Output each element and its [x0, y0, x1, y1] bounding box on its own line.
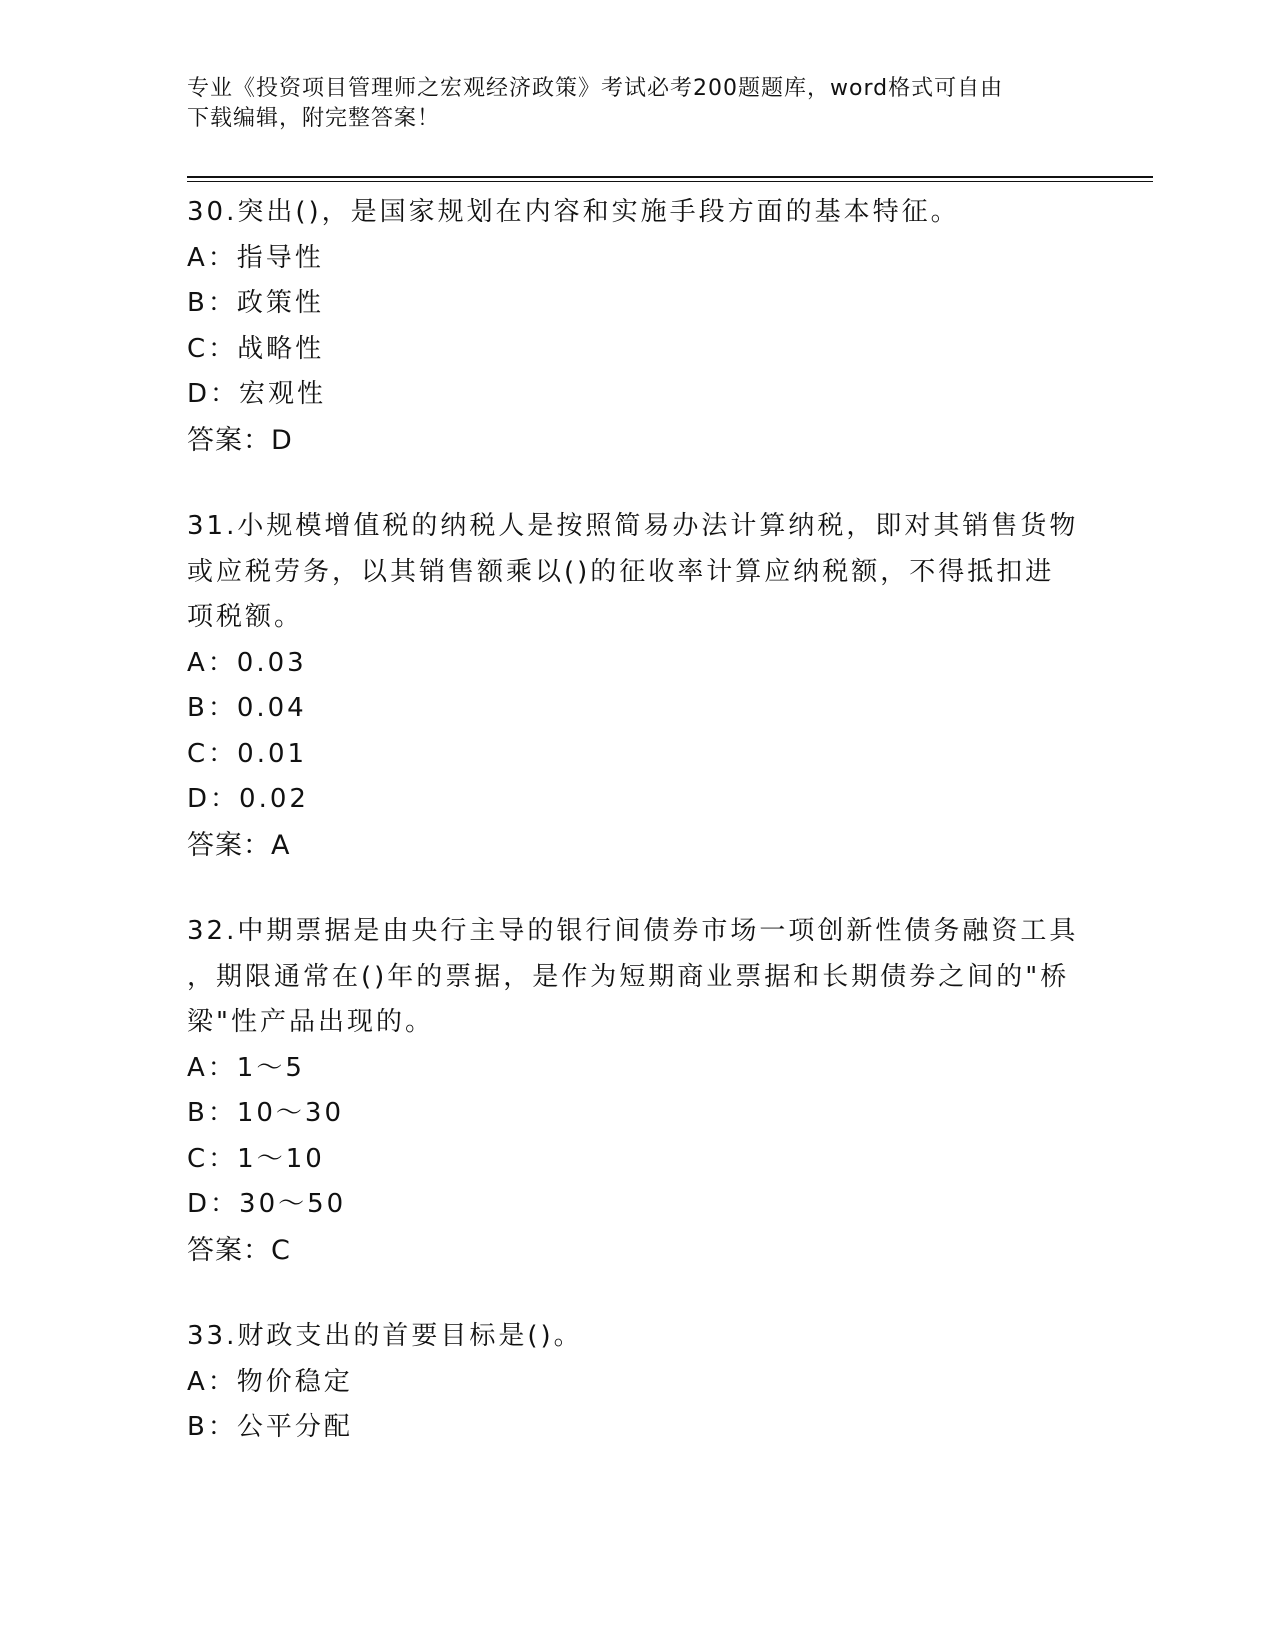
- option-a: A：指导性: [187, 242, 324, 273]
- option-d: D：30～50: [187, 1189, 347, 1219]
- question-stem-line: 33.财政支出的首要目标是()。: [187, 1321, 583, 1351]
- answer-label: 答案：A: [187, 829, 291, 861]
- question-stem-line: 梁"性产品出现的。: [187, 1007, 434, 1037]
- option-a: A：物价稳定: [187, 1366, 353, 1397]
- answer-label: 答案：D: [187, 424, 293, 456]
- question-list: [187, 190, 1087, 1492]
- question-30: [187, 190, 1087, 463]
- option-c: C：战略性: [187, 333, 325, 364]
- question-stem-line: ，期限通常在()年的票据，是作为短期商业票据和长期债券之间的"桥: [187, 961, 1070, 992]
- option-c: C：0.01: [187, 738, 308, 769]
- header-divider-thin: [187, 181, 1153, 182]
- option-a: A：1～5: [187, 1052, 305, 1083]
- question-stem-line: 31.小规模增值税的纳税人是按照简易办法计算纳税，即对其销售货物: [187, 511, 1079, 541]
- question-33: [187, 1314, 1087, 1451]
- option-d: D：0.02: [187, 784, 309, 814]
- question-stem-line: 或应税劳务，以其销售额乘以()的征收率计算应纳税额，不得抵扣进: [187, 556, 1055, 587]
- question-stem-line: 30.突出()，是国家规划在内容和实施手段方面的基本特征。: [187, 197, 960, 227]
- question-31: [187, 504, 1087, 868]
- header-divider-thick: [187, 176, 1153, 178]
- answer-label: 答案：C: [187, 1234, 291, 1266]
- option-d: D：宏观性: [187, 379, 327, 409]
- option-a: A：0.03: [187, 647, 307, 678]
- option-c: C：1～10: [187, 1143, 325, 1174]
- option-b: B：0.04: [187, 693, 307, 723]
- option-b: B：10～30: [187, 1098, 345, 1128]
- question-stem-line: 32.中期票据是由央行主导的银行间债券市场一项创新性债务融资工具: [187, 916, 1079, 946]
- question-stem-line: 项税额。: [187, 602, 304, 632]
- document-header: [187, 74, 1067, 134]
- option-b: B：公平分配: [187, 1412, 353, 1442]
- header-line-1: 专业《投资项目管理师之宏观经济政策》考试必考200题题库，word格式可自由: [187, 76, 1004, 101]
- header-line-2: 下载编辑，附完整答案！: [187, 106, 441, 131]
- question-32: [187, 909, 1087, 1273]
- option-b: B：政策性: [187, 288, 324, 318]
